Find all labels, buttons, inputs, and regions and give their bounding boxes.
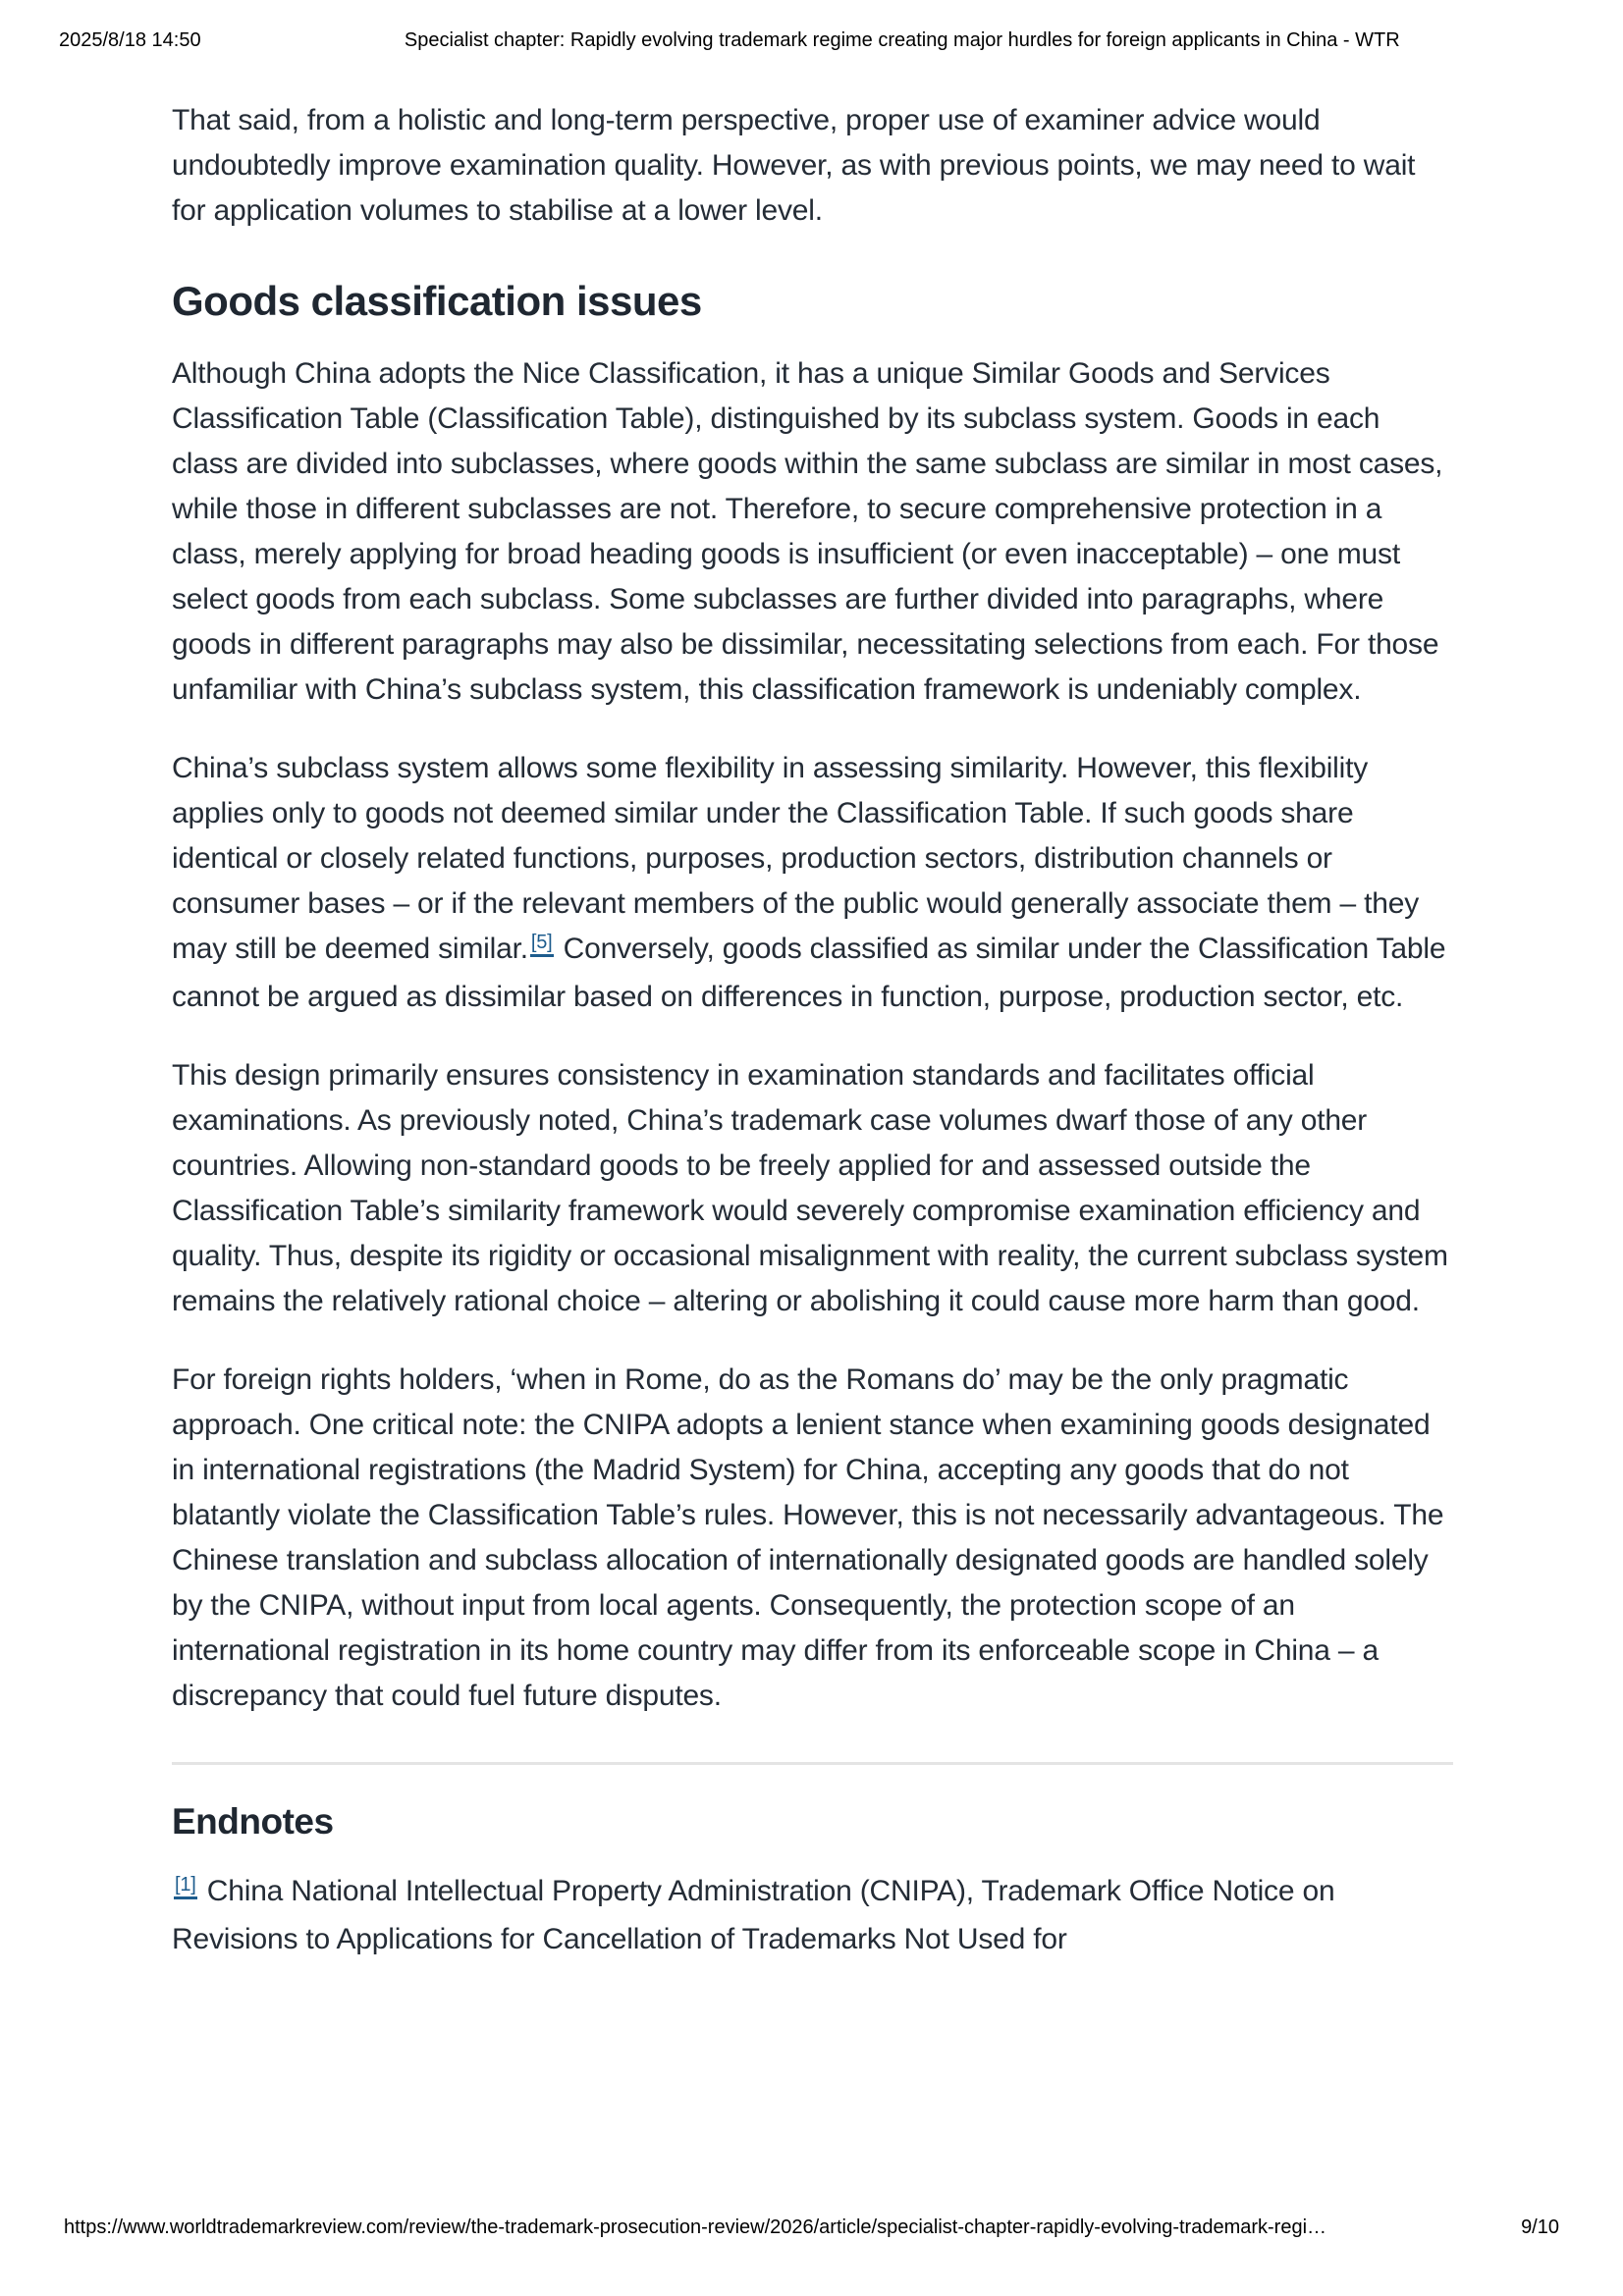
article-paragraph xyxy=(172,746,1453,1020)
paragraph-text: This design primarily ensures consistency in examination standards and facilitates official examinations. As previously noted, China’s trademark case volumes dwarf those of any other countries. Allowing non-standard goods to be freely applied for and assessed outside the Classification Table’s similarity framework would severely compromise examination efficiency and quality. Thus, despite its rigidity or occasional misalignment with reality, the current subclass system remains the relatively rational choice – altering or abolishing it could cause more harm than good. xyxy=(172,1059,1448,1317)
footer-page-number: 9/10 xyxy=(1521,2216,1559,2238)
print-title: Specialist chapter: Rapidly evolving trademark regime creating major hurdles for foreign applicants in China - WTR xyxy=(404,29,1400,51)
paragraph-text: China National Intellectual Property Administration (CNIPA), Trademark Office Notice on Revisions to Applications for Cancellation of Trademarks Not Used for xyxy=(172,1875,1335,1955)
footer-url: https://www.worldtrademarkreview.com/review/the-trademark-prosecution-review/2026/article/specialist-chapter-rapidly-evolving-trademark-regi… xyxy=(64,2216,1327,2238)
article-paragraph xyxy=(172,1053,1453,1324)
section-heading: Goods classification issues xyxy=(172,278,702,324)
footnote-ref[interactable]: [5] xyxy=(530,932,554,957)
paragraph-text: Although China adopts the Nice Classification, it has a unique Similar Goods and Services Classification Table (Classification Table), distinguished by its subclass system. Goods in each class are divided into subclasses, where goods within the same subclass are similar in most cases, while those in different subclasses are not. Therefore, to secure comprehensive protection in a class, merely applying for broad heading goods is insufficient (or even inacceptable) – one must select goods from each subclass. Some subclasses are further divided into paragraphs, where goods in different paragraphs may also be dissimilar, necessitating selections from each. For those unfamiliar with China’s subclass system, this classification framework is undeniably complex. xyxy=(172,357,1443,706)
endnotes-heading: Endnotes xyxy=(172,1801,334,1842)
section-divider xyxy=(172,1762,1453,1765)
paragraph-text: Conversely, goods classified as similar under the Classification Table cannot be argued as dissimilar based on differences in function, purpose, production sector, etc. xyxy=(172,933,1446,1013)
article-paragraph xyxy=(172,98,1453,234)
print-footer xyxy=(64,2216,1559,2239)
article-body xyxy=(172,98,1453,1996)
article-paragraph xyxy=(172,351,1453,713)
paragraph-text: For foreign rights holders, ‘when in Rome, do as the Romans do’ may be the only pragmatic approach. One critical note: the CNIPA adopts a lenient stance when examining goods designated in international registrations (the Madrid System) for China, accepting any goods that do not blatantly violate the Classification Table’s rules. However, this is not necessarily advantageous. The Chinese translation and subclass allocation of internationally designated goods are handled solely by the CNIPA, without input from local agents. Consequently, the protection scope of an international registration in its home country may differ from its enforceable scope in China – a discrepancy that could fuel future disputes. xyxy=(172,1363,1444,1712)
paragraph-text: That said, from a holistic and long-term perspective, proper use of examiner advice would undoubtedly improve examination quality. However, as with previous points, we may need to wait for application volumes to stabilise at a lower level. xyxy=(172,104,1416,227)
print-datetime: 2025/8/18 14:50 xyxy=(59,29,201,51)
print-header xyxy=(59,29,1564,52)
article-paragraph xyxy=(172,1358,1453,1719)
footnote-ref[interactable]: [1] xyxy=(174,1874,197,1899)
paragraph-text: China’s subclass system allows some flexibility in assessing similarity. However, this flexibility applies only to goods not deemed similar under the Classification Table. If such goods share identical or closely related functions, purposes, production sectors, distribution channels or consumer bases – or if the relevant members of the public would generally associate them – they may still be deemed similar. xyxy=(172,752,1420,965)
endnote-item xyxy=(172,1869,1453,1962)
